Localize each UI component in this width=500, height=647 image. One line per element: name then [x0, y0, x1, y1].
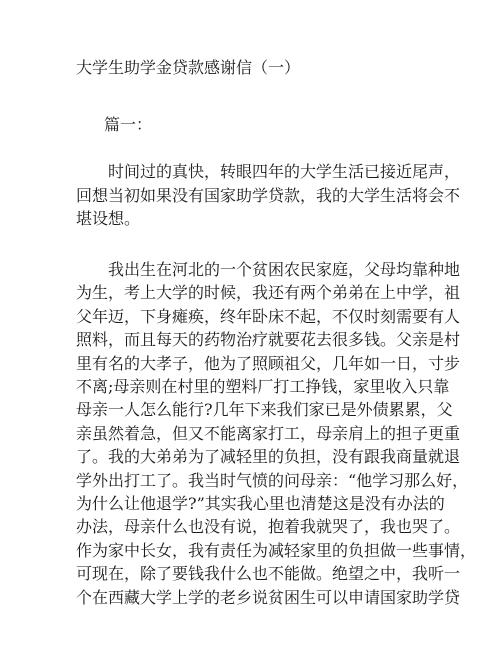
paragraph-line: 时间过的真快，转眼四年的大学生活已接近尾声， — [76, 162, 461, 181]
paragraph-line: 亲虽然着急，但又不能离家打工，母亲肩上的担子更重 — [76, 423, 461, 443]
paragraph-1 — [76, 160, 461, 231]
paragraph-line: 堪设想。 — [76, 209, 141, 228]
paragraph-line: 我出生在河北的一个贫困农民家庭，父母均靠种地 — [76, 260, 461, 279]
paragraph-line: 里有名的大孝子，他为了照顾祖父，几年如一日，寸步 — [76, 353, 461, 373]
paragraph-line: 学外出打工了。我当时气愤的问母亲：“他学习那么好， — [76, 470, 469, 490]
paragraph-line: 作为家中长女，我有责任为减轻家里的负担做一些事情， — [76, 540, 477, 560]
paragraph-line: 了。我的大弟弟为了减轻里的负担，没有跟我商量就退 — [76, 447, 461, 467]
paragraph-2 — [76, 258, 477, 609]
paragraph-line: 回想当初如果没有国家助学贷款，我的大学生活将会不 — [76, 185, 461, 205]
paragraph-line: 办法，母亲什么也没有说，抱着我就哭了，我也哭了。 — [76, 517, 461, 537]
paragraph-line: 个在西藏大学上学的老乡说贫困生可以申请国家助学贷 — [76, 587, 461, 607]
paragraph-line: 可现在，除了要钱我什么也不能做。绝望之中，我听一 — [76, 564, 461, 584]
paragraph-line: 为生，考上大学的时候，我还有两个弟弟在上中学，祖 — [76, 283, 461, 303]
paragraph-line: 不离;母亲则在村里的塑料厂打工挣钱，家里收入只靠 — [76, 377, 450, 397]
paragraph-line: 父年迈，下身瘫痪，终年卧床不起，不仅时刻需要有人 — [76, 306, 461, 326]
paragraph-line: 母亲一人怎么能行?几年下来我们家已是外债累累，父 — [76, 400, 453, 420]
paragraph-line: 照料，而且每天的药物治疗就要花去很多钱。父亲是村 — [76, 330, 461, 350]
paragraph-line: 为什么让他退学?”其实我心里也清楚这是没有办法的 — [76, 494, 445, 514]
section-heading: 篇一： — [104, 115, 153, 134]
document-title: 大学生助学金贷款感谢信（一） — [76, 58, 301, 77]
